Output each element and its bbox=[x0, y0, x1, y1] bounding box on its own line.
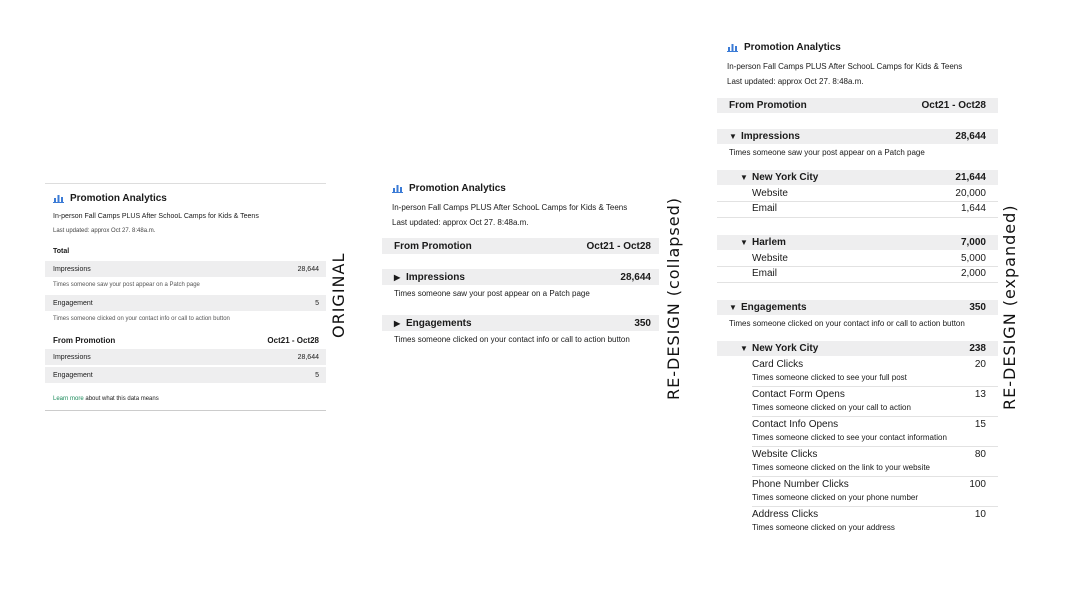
learn-more-link[interactable]: Learn more bbox=[53, 396, 84, 402]
item-desc: Times someone clicked on your phone number bbox=[752, 493, 919, 502]
item-value: 10 bbox=[974, 509, 986, 520]
row-label: Email bbox=[752, 203, 778, 214]
panel-title-text: Promotion Analytics bbox=[744, 42, 841, 53]
total-impressions-row bbox=[45, 261, 326, 277]
item-desc: Times someone clicked to see your full post bbox=[752, 373, 907, 382]
engagement-item bbox=[752, 359, 986, 382]
item-desc: Times someone clicked on the link to your website bbox=[752, 463, 931, 472]
engagements-value: 350 bbox=[969, 302, 986, 313]
harlem-value: 7,000 bbox=[960, 237, 986, 248]
engagements-nyc-toggle[interactable] bbox=[717, 341, 998, 356]
row-label: Engagement bbox=[53, 299, 93, 307]
expanded-analytics-panel bbox=[717, 35, 998, 563]
row-value: 5 bbox=[315, 299, 319, 307]
impressions-value: 28,644 bbox=[620, 271, 651, 283]
total-label: Total bbox=[53, 247, 70, 255]
panel-title-text: Promotion Analytics bbox=[409, 183, 506, 194]
panel-title bbox=[727, 42, 841, 53]
engagement-item bbox=[752, 509, 986, 532]
engagements-toggle[interactable] bbox=[717, 300, 998, 315]
original-label: ORIGINAL bbox=[329, 252, 348, 338]
engagements-toggle[interactable] bbox=[382, 315, 659, 331]
engagements-value: 350 bbox=[634, 317, 651, 329]
panel-title-text: Promotion Analytics bbox=[70, 193, 167, 204]
divider bbox=[717, 217, 998, 218]
engagements-desc: Times someone clicked on your contact info or call to action button bbox=[394, 335, 630, 344]
row-label: Website bbox=[752, 253, 788, 264]
nyc-email-row bbox=[752, 201, 986, 216]
item-label: Website Clicks bbox=[752, 449, 818, 460]
item-label: Contact Info Opens bbox=[752, 419, 839, 430]
divider bbox=[752, 506, 998, 507]
item-label: Card Clicks bbox=[752, 359, 804, 370]
engagement-item bbox=[752, 389, 986, 412]
toggle-text: Impressions bbox=[741, 131, 800, 142]
campaign-name: In-person Fall Camps PLUS After SchooL Camps for Kids & Teens bbox=[53, 213, 259, 220]
item-label: Phone Number Clicks bbox=[752, 479, 849, 490]
toggle-text: New York City bbox=[752, 343, 819, 354]
learn-more-text bbox=[53, 396, 159, 402]
date-range: Oct21 - Oct28 bbox=[267, 335, 319, 345]
caret-down-icon: ▼ bbox=[729, 303, 737, 312]
eng-nyc-toggle-label bbox=[740, 343, 818, 354]
engagements-desc: Times someone clicked on your contact info or call to action button bbox=[729, 319, 965, 328]
item-value: 20 bbox=[974, 359, 986, 370]
impressions-nyc-toggle[interactable] bbox=[717, 170, 998, 185]
impressions-toggle-label bbox=[729, 131, 800, 142]
divider bbox=[752, 416, 998, 417]
bar-chart-icon bbox=[727, 43, 738, 52]
panel-title bbox=[53, 193, 167, 204]
caret-down-icon: ▼ bbox=[740, 344, 748, 353]
nyc-value: 21,644 bbox=[955, 172, 986, 183]
nyc-website-row bbox=[752, 186, 986, 201]
row-value: 2,000 bbox=[960, 268, 986, 279]
bar-chart-icon bbox=[392, 184, 403, 193]
impressions-desc: Times someone saw your post appear on a Patch page bbox=[394, 289, 590, 298]
item-value: 13 bbox=[974, 389, 986, 400]
toggle-text: Engagements bbox=[406, 317, 472, 329]
toggle-text: Impressions bbox=[406, 271, 465, 283]
row-label: Engagement bbox=[53, 371, 93, 379]
harlem-toggle-label bbox=[740, 237, 786, 248]
bar-chart-icon bbox=[53, 194, 64, 203]
from-promotion-row bbox=[382, 238, 659, 254]
promo-engagement-row bbox=[45, 367, 326, 383]
caret-down-icon: ▼ bbox=[740, 238, 748, 247]
impressions-toggle-label bbox=[394, 272, 465, 283]
item-value: 80 bbox=[974, 449, 986, 460]
panel-title bbox=[392, 183, 506, 194]
engagements-toggle-label bbox=[394, 318, 472, 329]
promo-impressions-row bbox=[45, 349, 326, 365]
original-analytics-panel bbox=[45, 183, 326, 411]
date-range: Oct21 - Oct28 bbox=[586, 240, 651, 252]
engagements-toggle-label bbox=[729, 302, 807, 313]
row-label: Email bbox=[752, 268, 778, 279]
toggle-text: Engagements bbox=[741, 302, 807, 313]
from-promotion-heading bbox=[45, 332, 326, 348]
collapsed-analytics-panel bbox=[382, 175, 659, 419]
engagement-item bbox=[752, 419, 986, 442]
total-engagement-row bbox=[45, 295, 326, 311]
expanded-label: RE-DESIGN (expanded) bbox=[1000, 204, 1019, 410]
caret-down-icon: ▼ bbox=[740, 173, 748, 182]
item-desc: Times someone clicked on your address bbox=[752, 523, 895, 532]
item-desc: Times someone clicked on your call to action bbox=[752, 403, 911, 412]
caret-right-icon: ▶ bbox=[394, 318, 401, 328]
from-promotion-label: From Promotion bbox=[53, 335, 116, 345]
learn-more-rest: about what this data means bbox=[83, 396, 159, 402]
caret-down-icon: ▼ bbox=[729, 132, 737, 141]
engagement-item bbox=[752, 449, 986, 472]
last-updated: Last updated: approx Oct 27. 8:48a.m. bbox=[392, 218, 529, 227]
from-promotion-label: From Promotion bbox=[729, 100, 807, 111]
impressions-desc: Times someone saw your post appear on a Patch page bbox=[729, 148, 925, 157]
engagement-item bbox=[752, 479, 986, 502]
row-value: 28,644 bbox=[297, 265, 319, 273]
row-value: 5,000 bbox=[960, 253, 986, 264]
last-updated: Last updated: approx Oct 27. 8:48a.m. bbox=[727, 77, 864, 86]
last-updated: Last updated: approx Oct 27. 8:48a.m. bbox=[53, 228, 156, 234]
date-range: Oct21 - Oct28 bbox=[921, 100, 986, 111]
row-value: 5 bbox=[315, 371, 319, 379]
row-value: 20,000 bbox=[955, 188, 986, 199]
item-label: Address Clicks bbox=[752, 509, 819, 520]
campaign-name: In-person Fall Camps PLUS After SchooL Camps for Kids & Teens bbox=[392, 203, 628, 212]
item-value: 100 bbox=[969, 479, 986, 490]
from-promotion-row bbox=[717, 98, 998, 113]
engagement-desc: Times someone clicked on your contact info or call to action button bbox=[53, 316, 230, 322]
total-heading bbox=[45, 243, 326, 259]
divider bbox=[752, 386, 998, 387]
item-label: Contact Form Opens bbox=[752, 389, 845, 400]
from-promotion-label: From Promotion bbox=[394, 240, 472, 252]
item-value: 15 bbox=[974, 419, 986, 430]
harlem-website-row bbox=[752, 251, 986, 266]
row-value: 28,644 bbox=[297, 353, 319, 361]
collapsed-label: RE-DESIGN (collapsed) bbox=[664, 196, 683, 400]
toggle-text: New York City bbox=[752, 172, 819, 183]
impressions-value: 28,644 bbox=[955, 131, 986, 142]
impressions-toggle[interactable] bbox=[717, 129, 998, 144]
campaign-name: In-person Fall Camps PLUS After SchooL Camps for Kids & Teens bbox=[727, 62, 963, 71]
row-label: Impressions bbox=[53, 265, 91, 273]
impressions-desc: Times someone saw your post appear on a Patch page bbox=[53, 282, 200, 288]
toggle-text: Harlem bbox=[752, 237, 786, 248]
harlem-email-row bbox=[752, 266, 986, 281]
eng-nyc-value: 238 bbox=[969, 343, 986, 354]
row-label: Website bbox=[752, 188, 788, 199]
impressions-harlem-toggle[interactable] bbox=[717, 235, 998, 250]
nyc-toggle-label bbox=[740, 172, 818, 183]
item-desc: Times someone clicked to see your contact information bbox=[752, 433, 947, 442]
caret-right-icon: ▶ bbox=[394, 272, 401, 282]
impressions-toggle[interactable] bbox=[382, 269, 659, 285]
row-label: Impressions bbox=[53, 353, 91, 361]
row-value: 1,644 bbox=[960, 203, 986, 214]
divider bbox=[752, 446, 998, 447]
divider bbox=[752, 476, 998, 477]
divider bbox=[717, 282, 998, 283]
